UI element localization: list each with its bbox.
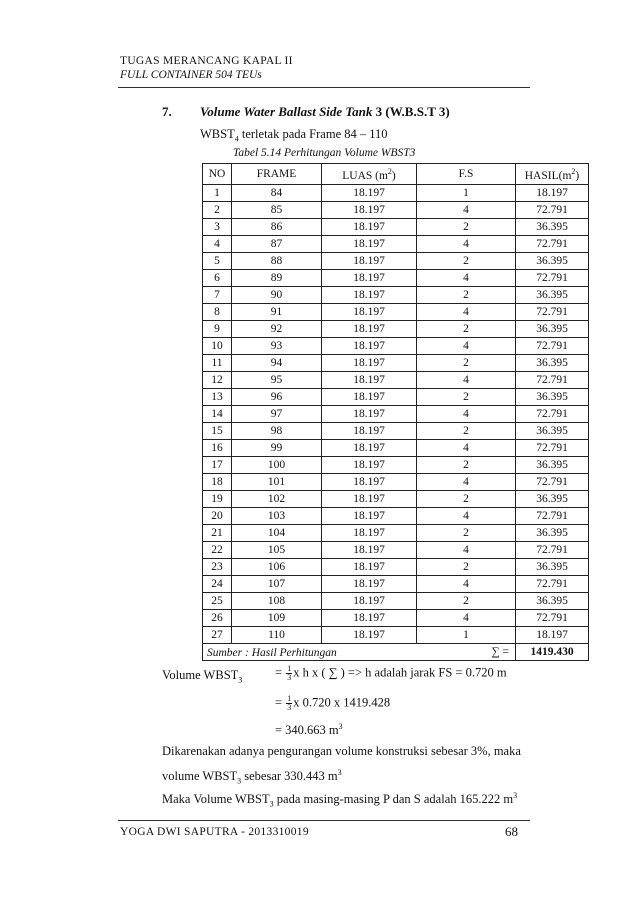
cell-fs: 2 — [417, 354, 516, 371]
table-row — [203, 201, 589, 218]
calc-line-2-text: x 0.720 x 1419.428 — [293, 695, 391, 710]
cell-luas: 18.197 — [322, 439, 417, 456]
cell-fs: 4 — [417, 303, 516, 320]
fraction-one-third — [286, 665, 292, 682]
table-row — [203, 371, 589, 388]
cell-no: 1 — [203, 184, 232, 201]
para3-sub: 3 — [269, 799, 274, 809]
para2-sub: 3 — [237, 776, 242, 786]
cell-fs: 4 — [417, 609, 516, 626]
cell-luas: 18.197 — [322, 184, 417, 201]
section-title — [200, 104, 450, 120]
cell-frame: 85 — [232, 201, 322, 218]
cell-luas: 18.197 — [322, 320, 417, 337]
sum-label: ∑ = — [203, 643, 516, 660]
cell-frame: 99 — [232, 439, 322, 456]
table-row — [203, 490, 589, 507]
cell-no: 12 — [203, 371, 232, 388]
table-row — [203, 439, 589, 456]
cell-hasil: 36.395 — [516, 490, 589, 507]
cell-hasil: 72.791 — [516, 405, 589, 422]
cell-frame: 87 — [232, 235, 322, 252]
frac-num: 1 — [287, 664, 292, 673]
header-subtitle: FULL CONTAINER 504 TEUs — [120, 69, 262, 81]
table-row — [203, 575, 589, 592]
section-number: 7. — [162, 104, 172, 119]
table-row — [203, 507, 589, 524]
cell-luas: 18.197 — [322, 388, 417, 405]
header-title: TUGAS MERANCANG KAPAL II — [120, 55, 293, 67]
cell-fs: 2 — [417, 558, 516, 575]
paragraph-line-3 — [162, 791, 517, 809]
cell-fs: 1 — [417, 626, 516, 643]
cell-fs: 2 — [417, 524, 516, 541]
cell-frame: 98 — [232, 422, 322, 439]
cell-luas: 18.197 — [322, 354, 417, 371]
cell-fs: 2 — [417, 252, 516, 269]
cell-fs: 4 — [417, 439, 516, 456]
cell-no: 9 — [203, 320, 232, 337]
cell-no: 23 — [203, 558, 232, 575]
cell-no: 27 — [203, 626, 232, 643]
cell-frame: 108 — [232, 592, 322, 609]
table-row — [203, 269, 589, 286]
table-source: Sumber : Hasil Perhitungan — [207, 647, 337, 659]
cell-frame: 102 — [232, 490, 322, 507]
cell-no: 16 — [203, 439, 232, 456]
table-header-row — [203, 164, 589, 185]
cell-fs: 2 — [417, 456, 516, 473]
cell-no: 15 — [203, 422, 232, 439]
cell-hasil: 72.791 — [516, 371, 589, 388]
table-row — [203, 388, 589, 405]
calc-label — [162, 668, 242, 685]
para2-sup: 3 — [337, 768, 342, 777]
paragraph-line-1: Dikarenakan adanya pengurangan volume konstruksi sebesar 3%, maka — [162, 744, 521, 758]
calc-line-1 — [275, 665, 507, 682]
cell-no: 6 — [203, 269, 232, 286]
cell-luas: 18.197 — [322, 473, 417, 490]
cell-luas: 18.197 — [322, 456, 417, 473]
sum-value: 1419.430 — [516, 643, 589, 660]
cell-luas: 18.197 — [322, 422, 417, 439]
header-hasil: $HASIL(m^2)$ — [516, 164, 589, 185]
table-row — [203, 286, 589, 303]
cell-fs: 2 — [417, 286, 516, 303]
calc-label-sub: 3 — [238, 675, 243, 685]
cell-luas: 18.197 — [322, 303, 417, 320]
cell-hasil: 72.791 — [516, 541, 589, 558]
cell-no: 18 — [203, 473, 232, 490]
cell-luas: 18.197 — [322, 269, 417, 286]
cell-no: 13 — [203, 388, 232, 405]
cell-luas: 18.197 — [322, 286, 417, 303]
fraction-one-third-2 — [286, 695, 292, 712]
cell-no: 17 — [203, 456, 232, 473]
cell-hasil: 36.395 — [516, 252, 589, 269]
cell-no: 22 — [203, 541, 232, 558]
cell-hasil: 36.395 — [516, 354, 589, 371]
frac-den: 3 — [287, 673, 292, 682]
table-row — [203, 541, 589, 558]
cell-no: 14 — [203, 405, 232, 422]
header-divider — [118, 87, 530, 88]
cell-hasil: 36.395 — [516, 524, 589, 541]
cell-luas: 18.197 — [322, 507, 417, 524]
calc-line-3 — [275, 722, 343, 738]
table-row — [203, 252, 589, 269]
footer-divider — [118, 820, 530, 821]
header-fs: F.S — [417, 164, 516, 185]
cell-hasil: 72.791 — [516, 473, 589, 490]
calc-line-2 — [275, 695, 390, 712]
intro-text-post: terletak pada Frame 84 – 110 — [238, 127, 388, 141]
cell-fs: 2 — [417, 422, 516, 439]
header-luas: LUAS $(m^2)$ — [322, 164, 417, 185]
frac-den-2: 3 — [287, 703, 292, 712]
table-row — [203, 524, 589, 541]
cell-luas: 18.197 — [322, 490, 417, 507]
cell-luas: 18.197 — [322, 405, 417, 422]
cell-hasil: 72.791 — [516, 507, 589, 524]
cell-luas: 18.197 — [322, 626, 417, 643]
para3-pre: Maka Volume WBST — [162, 792, 270, 807]
cell-luas: 18.197 — [322, 218, 417, 235]
section-title-rest: 3 (W.B.S.T 3) — [372, 104, 450, 119]
cell-fs: 4 — [417, 201, 516, 218]
cell-hasil: 36.395 — [516, 286, 589, 303]
cell-no: 8 — [203, 303, 232, 320]
calc-line-1-text: x h x ( ∑ ) => h adalah jarak FS = 0.720 m — [293, 665, 507, 680]
cell-luas: 18.197 — [322, 592, 417, 609]
table-row — [203, 456, 589, 473]
cell-no: 11 — [203, 354, 232, 371]
cell-hasil: 36.395 — [516, 422, 589, 439]
calc-eq-1: = — [275, 665, 283, 680]
cell-hasil: 72.791 — [516, 269, 589, 286]
cell-hasil: 36.395 — [516, 456, 589, 473]
table-row — [203, 354, 589, 371]
cell-frame: 84 — [232, 184, 322, 201]
cell-frame: 109 — [232, 609, 322, 626]
cell-fs: 2 — [417, 490, 516, 507]
para2-post: sebesar 330.443 m — [241, 769, 338, 784]
cell-no: 5 — [203, 252, 232, 269]
table-row — [203, 235, 589, 252]
cell-fs: 4 — [417, 473, 516, 490]
cell-hasil: 72.791 — [516, 235, 589, 252]
table-row — [203, 303, 589, 320]
calc-label-text: Volume WBST — [162, 668, 239, 682]
cell-hasil: 36.395 — [516, 320, 589, 337]
cell-hasil: 72.791 — [516, 439, 589, 456]
cell-hasil: 72.791 — [516, 609, 589, 626]
cell-luas: 18.197 — [322, 541, 417, 558]
calc-line-3-text: = 340.663 m — [275, 723, 339, 738]
cell-fs: 2 — [417, 218, 516, 235]
table-row — [203, 184, 589, 201]
cell-no: 20 — [203, 507, 232, 524]
header-luas-text: LUAS (m — [342, 169, 388, 182]
cell-luas: 18.197 — [322, 575, 417, 592]
para3-post: pada masing-masing P dan S adalah 165.222 m — [273, 792, 514, 807]
cell-hasil: 72.791 — [516, 337, 589, 354]
table-row — [203, 592, 589, 609]
cell-luas: 18.197 — [322, 235, 417, 252]
volume-table — [202, 163, 589, 661]
cell-fs: 4 — [417, 575, 516, 592]
cell-no: 25 — [203, 592, 232, 609]
table-row — [203, 218, 589, 235]
table-caption: Tabel 5.14 Perhitungan Volume WBST3 — [233, 147, 416, 159]
cell-hasil: 72.791 — [516, 201, 589, 218]
header-hasil-sup: 2 — [571, 167, 576, 176]
cell-frame: 86 — [232, 218, 322, 235]
cell-frame: 97 — [232, 405, 322, 422]
cell-hasil: 18.197 — [516, 626, 589, 643]
header-no: NO — [203, 164, 232, 185]
cell-frame: 100 — [232, 456, 322, 473]
cell-no: 4 — [203, 235, 232, 252]
cell-no: 26 — [203, 609, 232, 626]
cell-frame: 91 — [232, 303, 322, 320]
cell-fs: 4 — [417, 235, 516, 252]
cell-fs: 4 — [417, 371, 516, 388]
cell-frame: 103 — [232, 507, 322, 524]
section-title-italic: Volume Water Ballast Side Tank — [200, 104, 373, 119]
intro-sub: 4 — [234, 134, 239, 144]
cell-fs: 1 — [417, 184, 516, 201]
cell-frame: 95 — [232, 371, 322, 388]
cell-frame: 105 — [232, 541, 322, 558]
cell-luas: 18.197 — [322, 201, 417, 218]
cell-fs: 4 — [417, 269, 516, 286]
cell-fs: 4 — [417, 541, 516, 558]
cell-frame: 104 — [232, 524, 322, 541]
cell-fs: 2 — [417, 320, 516, 337]
intro-text: WBST — [200, 127, 235, 141]
frac-num-2: 1 — [287, 694, 292, 703]
table-row — [203, 609, 589, 626]
cell-frame: 96 — [232, 388, 322, 405]
cell-hasil: 36.395 — [516, 592, 589, 609]
cell-frame: 94 — [232, 354, 322, 371]
cell-luas: 18.197 — [322, 609, 417, 626]
cell-frame: 93 — [232, 337, 322, 354]
calc-line-3-sup: 3 — [338, 722, 343, 731]
cell-no: 2 — [203, 201, 232, 218]
header-frame: FRAME — [232, 164, 322, 185]
page-number: 68 — [505, 824, 518, 839]
cell-hasil: 36.395 — [516, 218, 589, 235]
table-row — [203, 405, 589, 422]
cell-luas: 18.197 — [322, 252, 417, 269]
table-row — [203, 626, 589, 643]
cell-hasil: 18.197 — [516, 184, 589, 201]
cell-frame: 110 — [232, 626, 322, 643]
cell-frame: 90 — [232, 286, 322, 303]
cell-fs: 4 — [417, 405, 516, 422]
cell-luas: 18.197 — [322, 524, 417, 541]
cell-no: 24 — [203, 575, 232, 592]
table-row — [203, 558, 589, 575]
cell-hasil: 36.395 — [516, 558, 589, 575]
cell-hasil: 72.791 — [516, 575, 589, 592]
cell-hasil: 36.395 — [516, 388, 589, 405]
section-intro — [200, 127, 388, 144]
cell-luas: 18.197 — [322, 558, 417, 575]
cell-frame: 106 — [232, 558, 322, 575]
para2-pre: volume WBST — [162, 769, 238, 784]
cell-no: 19 — [203, 490, 232, 507]
cell-frame: 92 — [232, 320, 322, 337]
cell-no: 10 — [203, 337, 232, 354]
cell-luas: 18.197 — [322, 371, 417, 388]
para3-sup: 3 — [513, 791, 518, 800]
cell-no: 21 — [203, 524, 232, 541]
paragraph-line-2 — [162, 768, 342, 786]
cell-luas: 18.197 — [322, 337, 417, 354]
cell-no: 3 — [203, 218, 232, 235]
header-luas-sup: 2 — [387, 167, 392, 176]
cell-fs: 4 — [417, 507, 516, 524]
footer-author: YOGA DWI SAPUTRA - 2013310019 — [120, 826, 309, 838]
table-row — [203, 422, 589, 439]
header-hasil-text: HASIL(m — [524, 169, 572, 182]
calc-eq-2: = — [275, 695, 283, 710]
table-row — [203, 473, 589, 490]
cell-frame: 101 — [232, 473, 322, 490]
table-row — [203, 320, 589, 337]
cell-frame: 89 — [232, 269, 322, 286]
cell-frame: 88 — [232, 252, 322, 269]
table-row — [203, 337, 589, 354]
cell-no: 7 — [203, 286, 232, 303]
cell-frame: 107 — [232, 575, 322, 592]
cell-hasil: 72.791 — [516, 303, 589, 320]
cell-fs: 2 — [417, 388, 516, 405]
cell-fs: 2 — [417, 592, 516, 609]
cell-fs: 4 — [417, 337, 516, 354]
